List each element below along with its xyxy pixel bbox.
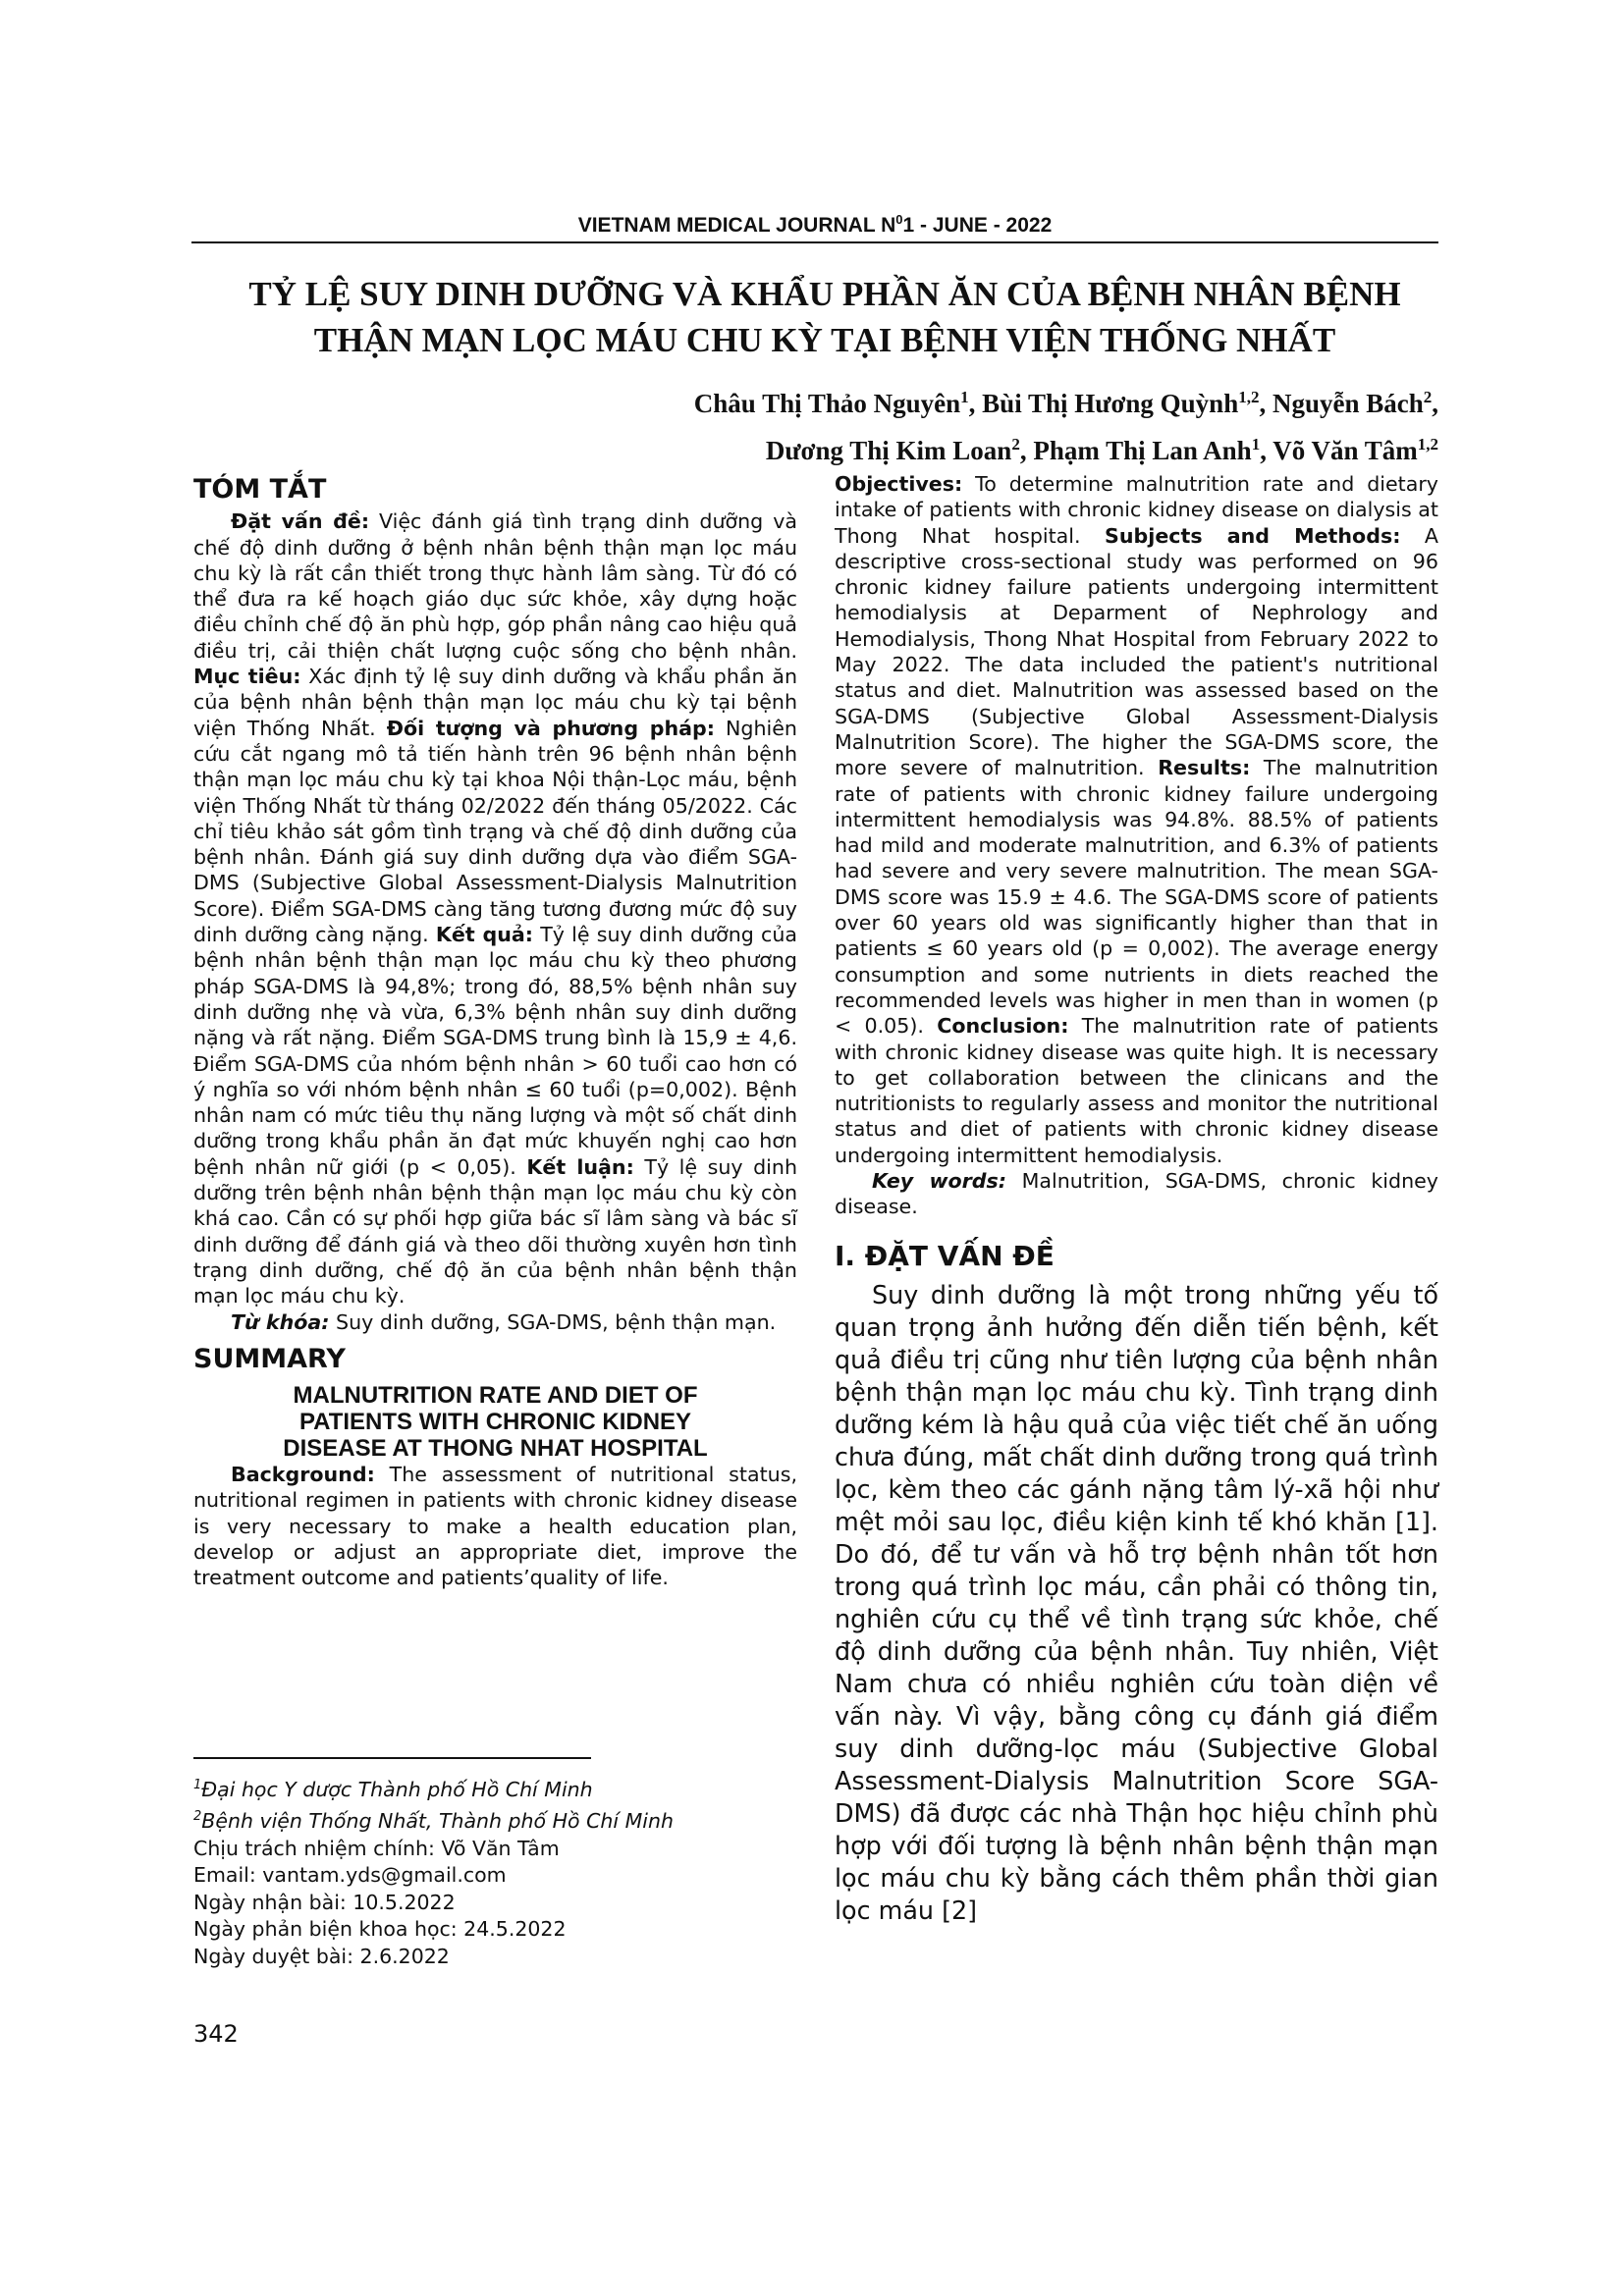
author-line-1: Châu Thị Thảo Nguyên$^1$, Bùi Thị Hương Quỳnh$^{1,2}$, Nguyễn Bách$^2$, [693, 388, 1438, 418]
summary-title: MALNUTRITION RATE AND DIET OF PATIENTS WITH CHRONIC KIDNEY DISEASE AT THONG NHAT HOSPITAL [283, 1382, 708, 1463]
contact-email: Email: vantam.yds@gmail.com [193, 1863, 507, 1888]
right-column [835, 471, 1438, 1927]
summary-background: Background: The assessment of nutritional status, nutritional regimen in patients with chronic kidney disease is very necessary to make a health education plan, develop or adjust an appropriate diet, improve the treatment outcome and patients’quality of life. [193, 1463, 797, 1590]
summary-keywords: Key words: Malnutrition, SGA-DMS, chronic kidney disease. [835, 1169, 1438, 1219]
date-reviewed: Ngày phản biện khoa học: 24.5.2022 [193, 1917, 567, 1942]
title-line-2: THẬN MẠN LỌC MÁU CHU KỲ TẠI BỆNH VIỆN THỐNG NHẤT [313, 321, 1336, 359]
section-1-body: Suy dinh dưỡng là một trong những yếu tố quan trọng ảnh hưởng đến diễn tiến bệnh, kết quả điều trị cũng như tiên lượng của bệnh nhân bệnh thận mạn lọc máu chu kỳ. Tình trạng dinh dưỡng kém là hậu quả của việc tiết chế ăn uống chưa đúng, mất chất dinh dưỡng trong quá trình lọc, kèm theo các gánh nặng tâm lý-xã hội như mệt mỏi sau lọc, điều kiện kinh tế khó khăn [1]. Do đó, để tư vấn và hỗ trợ bệnh nhân tốt hơn trong quá trình lọc máu, cần phải có thông tin, nghiên cứu cụ thể về tình trạng sức khỏe, chế độ dinh dưỡng của bệnh nhân. Tuy nhiên, Việt Nam chưa có nhiều nghiên cứu toàn diện về vấn này. Vì vậy, bằng công cụ đánh giá điểm suy dinh dưỡng-lọc máu (Subjective Global Assessment-Dialysis Malnutrition Score SGA-DMS) đã được các nhà Thận học hiệu chỉnh phù hợp với đối tượng là bệnh nhân bệnh thận mạn lọc máu chu kỳ bằng cách thêm phần thời gian lọc máu [2] [835, 1279, 1438, 1925]
footnote-rule [193, 1757, 591, 1759]
header-rule [191, 241, 1438, 243]
affiliation-1: $^1$Đại học Y dược Thành phố Hồ Chí Minh [193, 1777, 593, 1801]
left-column [193, 471, 797, 1591]
author-list [694, 377, 1438, 471]
abstract-vi-heading: TÓM TẮT [193, 474, 327, 505]
page-number: 342 [193, 2020, 239, 2048]
summary-heading: SUMMARY [193, 1343, 346, 1374]
abstract-vi-body: Đặt vấn đề: Việc đánh giá tình trạng dinh dưỡng và chế độ dinh dưỡng ở bệnh nhân bệnh thận mạn lọc máu chu kỳ là rất cần thiết trong thực hành lâm sàng. Từ đó có thể đưa ra kế hoạch giáo dục sức khỏe, xây dựng hoặc điều chỉnh chế độ ăn phù hợp, góp phần nâng cao hiệu quả điều trị, cải thiện chất lượng cuộc sống cho bệnh nhân. Mục tiêu: Xác định tỷ lệ suy dinh dưỡng và khẩu phần ăn của bệnh nhân bệnh thận mạn lọc máu chu kỳ tại bệnh viện Thống Nhất. Đối tượng và phương pháp: Nghiên cứu cắt ngang mô tả tiến hành trên 96 bệnh nhân bệnh thận mạn lọc máu chu kỳ tại khoa Nội thận-Lọc máu, bệnh viện Thống Nhất từ tháng 02/2022 đến tháng 05/2022. Các chỉ tiêu khảo sát gồm tình trạng và chế độ dinh dưỡng của bệnh nhân. Đánh giá suy dinh dưỡng dựa vào điểm SGA-DMS (Subjective Global Assessment-Dialysis Malnutrition Score). Điểm SGA-DMS càng tăng tương đương mức độ suy dinh dưỡng càng nặng. Kết quả: Tỷ lệ suy dinh dưỡng của bệnh nhân bệnh thận mạn lọc máu chu kỳ theo phương pháp SGA-DMS là 94,8%; trong đó, 88,5% bệnh nhân suy dinh dưỡng nhẹ và vừa, 6,3% bệnh nhân suy dinh dưỡng nặng và rất nặng. Điểm SGA-DMS trung bình là 15,9 ± 4,6. Điểm SGA-DMS của nhóm bệnh nhân > 60 tuổi cao hơn có ý nghĩa so với nhóm bệnh nhân ≤ 60 tuổi (p=0,002). Bệnh nhân nam có mức tiêu thụ năng lượng và một số chất dinh dưỡng trong khẩu phần ăn đạt mức khuyến nghị cao hơn bệnh nhân nữ giới (p < 0,05). Kết luận: Tỷ lệ suy dinh dưỡng trên bệnh nhân bệnh thận mạn lọc máu chu kỳ còn khá cao. Cần có sự phối hợp giữa bác sĩ lâm sàng và bác sĩ dinh dưỡng để đánh giá và theo dõi thường xuyên hơn tình trạng dinh dưỡng, chế độ ăn của bệnh nhân bệnh thận mạn lọc máu chu kỳ. [193, 509, 798, 1308]
affiliation-2: $^2$Bệnh viện Thống Nhất, Thành phố Hồ Chí Minh [193, 1809, 674, 1834]
summary-body: Objectives: To determine malnutrition rate and dietary intake of patients with chronic kidney disease on dialysis at Thong Nhat hospital. Subjects and Methods: A descriptive cross-sectional study was performed on 96 chronic kidney failure patients undergoing intermittent hemodialysis at Deparment of Nephrology and Hemodialysis, Thong Nhat Hospital from February 2022 to May 2022. The data included the patient's nutritional status and diet. Malnutrition was assessed based on the SGA-DMS (Subjective Global Assessment-Dialysis Malnutrition Score). The higher the SGA-DMS score, the more severe of malnutrition. Results: The malnutrition rate of patients with chronic kidney failure undergoing intermittent hemodialysis was 94.8%. 88.5% of patients had mild and moderate malnutrition, and 6.3% of patients had severe and very severe malnutrition. The mean SGA-DMS score was 15.9 ± 4.6. The SGA-DMS score of patients over 60 years old was significantly higher than that in patients ≤ 60 years old (p = 0,002). The average energy consumption and some nutrients in diets reached the recommended levels was higher in men than in women (p < 0.05). Conclusion: The malnutrition rate of patients with chronic kidney disease was quite high. It is necessary to get collaboration between the clinicans and the nutritionists to regularly assess and monitor the nutritional status and diet of patients with chronic kidney disease undergoing intermittent hemodialysis. [835, 472, 1438, 1167]
title-line-1: TỶ LỆ SUY DINH DƯỠNG VÀ KHẨU PHẦN ĂN CỦA BỆNH NHÂN BỆNH [248, 275, 1401, 313]
footnotes [193, 1772, 797, 1970]
author-line-2: Dương Thị Kim Loan$^2$, Phạm Thị Lan Anh$^1$, Võ Văn Tâm$^{1,2}$ [765, 435, 1438, 465]
section-1-heading: I. ĐẶT VẤN ĐỀ [835, 1239, 1055, 1272]
journal-header: VIETNAM MEDICAL JOURNAL $N^01$ - JUNE - 2022 [577, 212, 1053, 237]
date-received: Ngày nhận bài: 10.5.2022 [193, 1890, 456, 1914]
date-accepted: Ngày duyệt bài: 2.6.2022 [193, 1944, 450, 1968]
abstract-vi-keywords: Từ khóa: Suy dinh dưỡng, SGA-DMS, bệnh thận mạn. [231, 1309, 777, 1334]
article-title [147, 271, 1502, 363]
responsible-author: Chịu trách nhiệm chính: Võ Văn Tâm [193, 1836, 560, 1860]
